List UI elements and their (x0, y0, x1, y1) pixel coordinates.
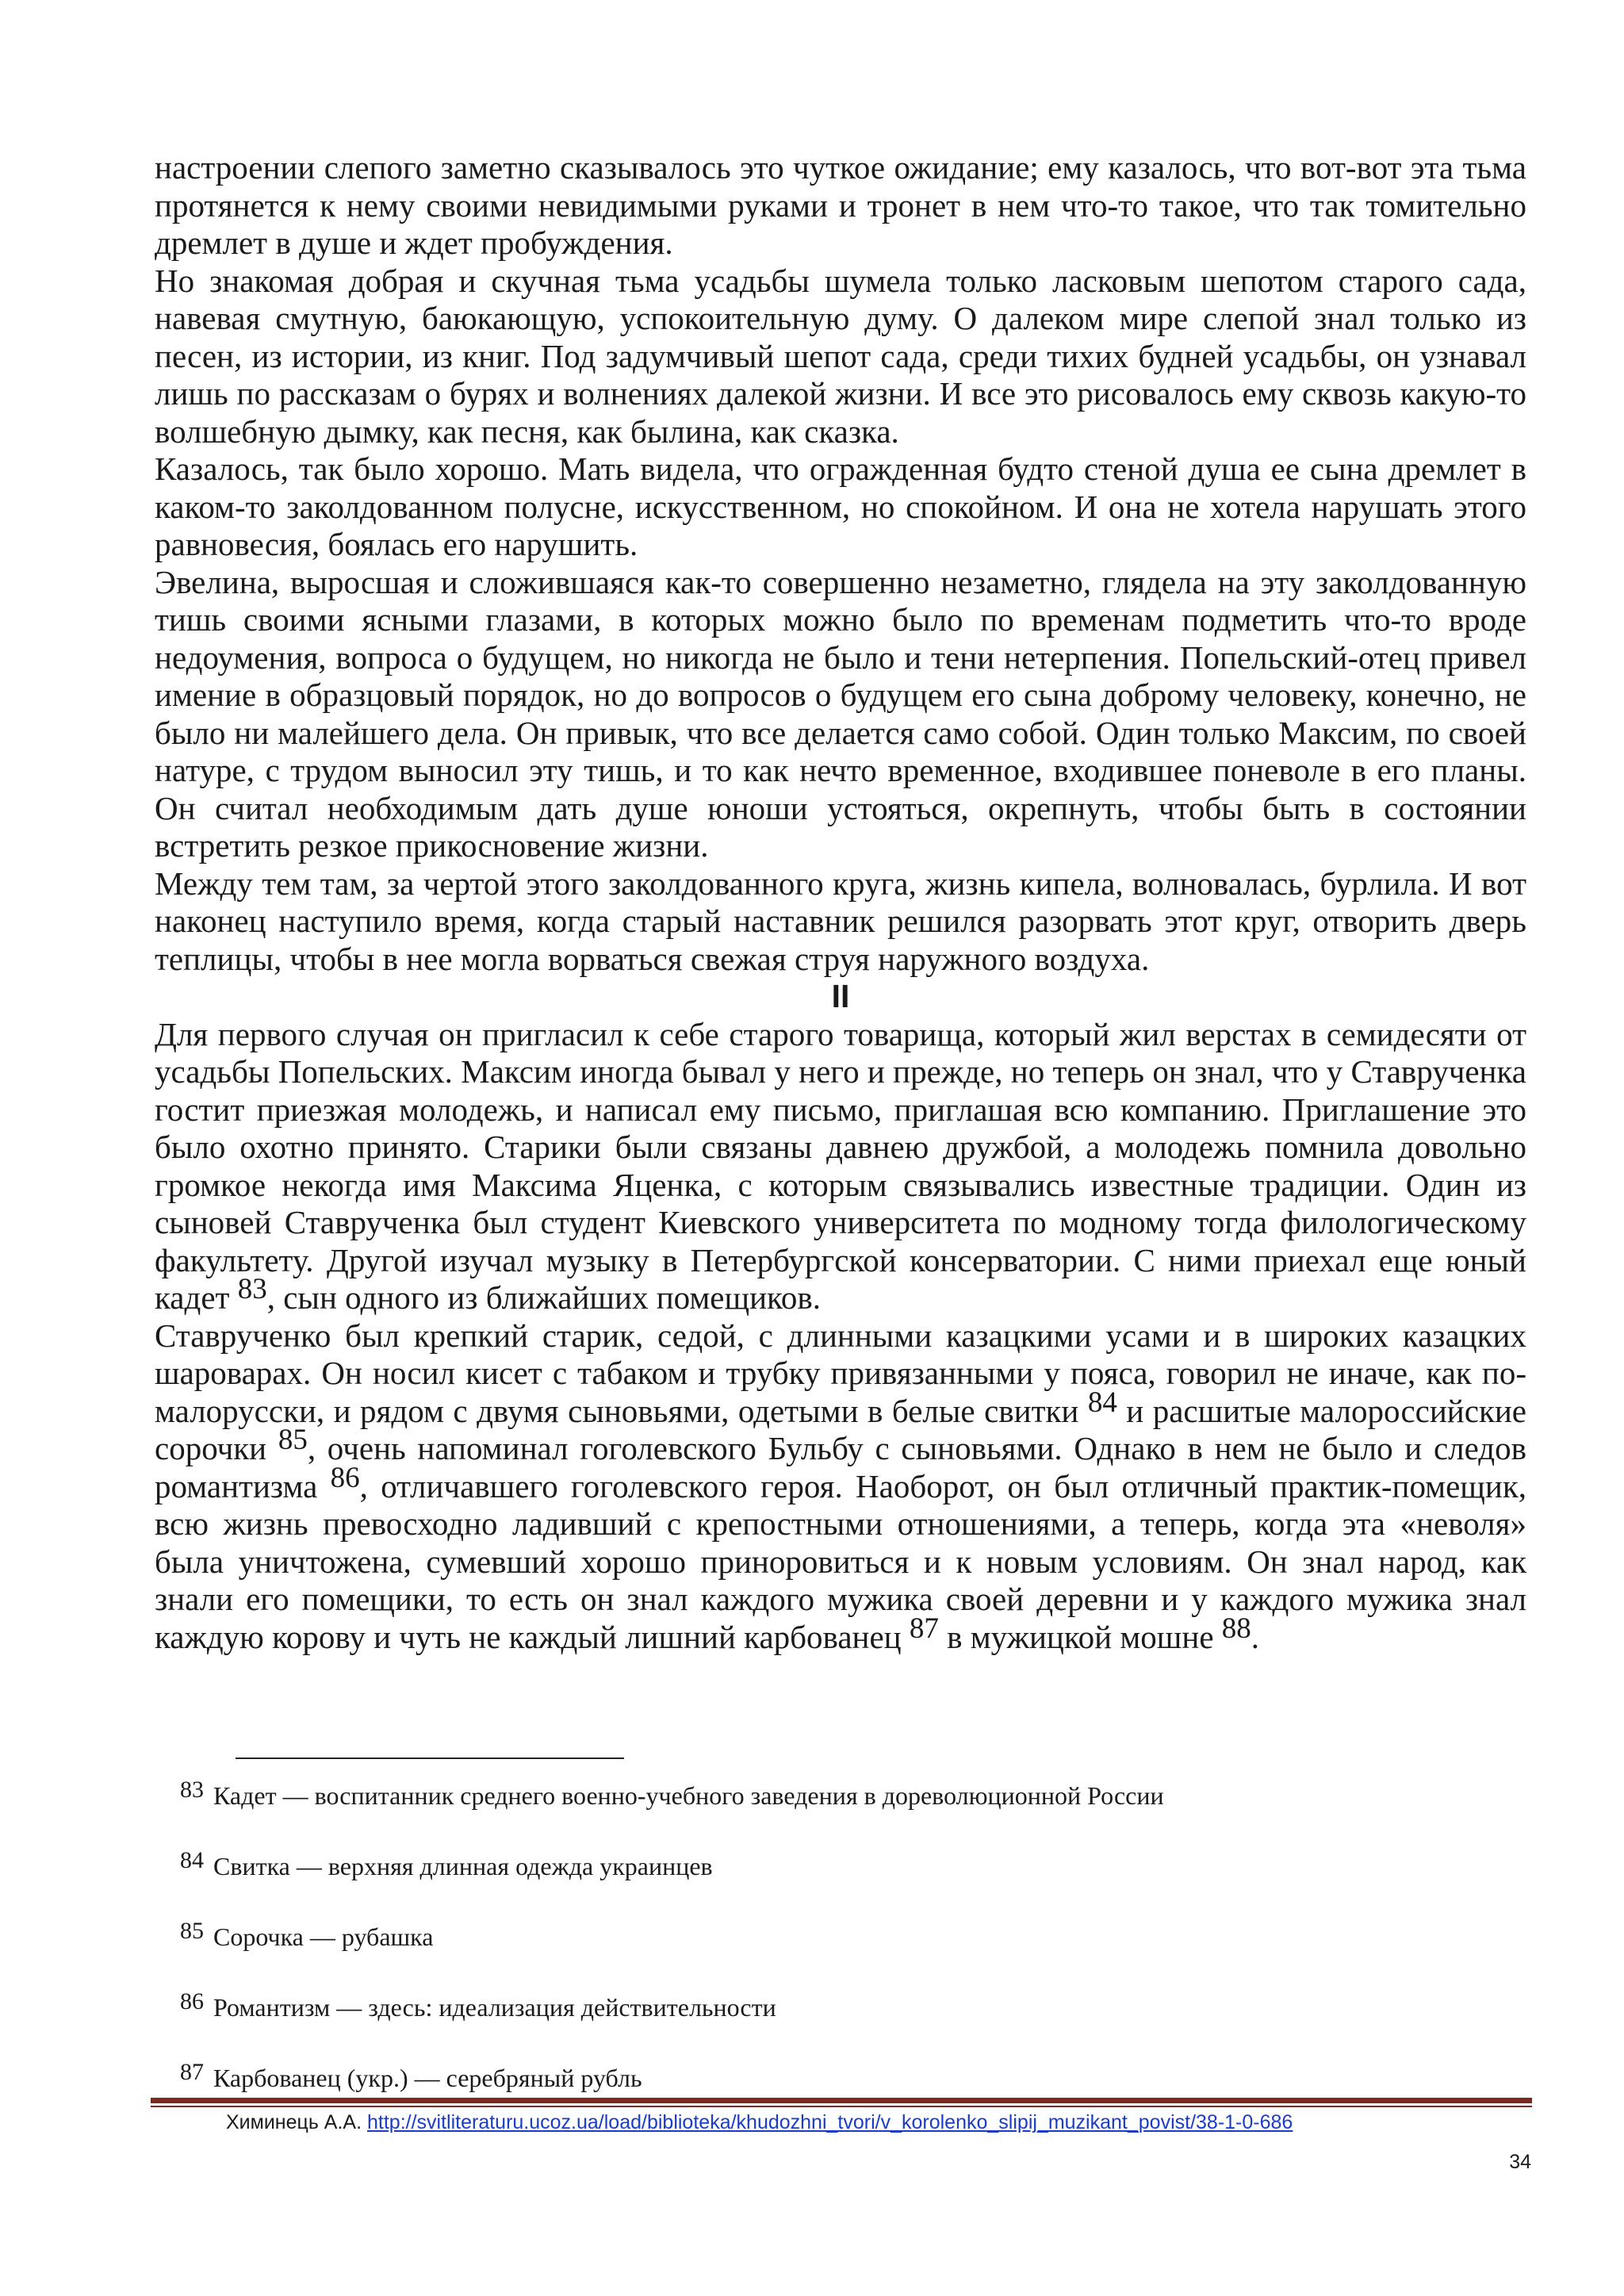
footnote-text: Романтизм — здесь: идеализация действительности (213, 1993, 776, 2022)
text-run: и расшитые малороссийские сорочки (155, 1392, 1527, 1466)
footnote-number: 85 (180, 1918, 204, 1944)
footnote (180, 2056, 1449, 2094)
paragraph (155, 1317, 1526, 1657)
footnote-text: Карбованец (укр.) — серебряный рубль (213, 2064, 642, 2092)
footnote-number: 84 (180, 1847, 204, 1873)
main-text (155, 149, 1526, 1656)
text-run: , очень напоминал гоголевского Бульбу с сыновьями. Однако в нем не было и следов романтизма (155, 1430, 1526, 1504)
paragraph: Эвелина, выросшая и сложившаяся как-то совершенно незаметно, глядела на эту заколдованную тишь своими ясными глазами, в которых можно было по временам подметить что-то вроде недоумения, вопроса о будущем, но никогда не было и тени нетерпения. Попельский-отец привел имение в образцовый порядок, но до вопросов о будущем его сына доброму человеку, конечно, не было ни малейшего дела. Он привык, что все делается само собой. Один только Максим, по своей натуре, с трудом выносил эту тишь, и то как нечто временное, входившее поневоле в его планы. Он считал необходимым дать душе юноши устояться, окрепнуть, чтобы быть в состоянии встретить резкое прикосновение жизни. (155, 563, 1526, 864)
footnote-text: Кадет — воспитанник среднего военно-учебного заведения в дореволюционной России (213, 1781, 1164, 1810)
footnote-number: 86 (180, 1988, 204, 2014)
footnote-number: 83 (180, 1777, 204, 1803)
paragraph (155, 1016, 1526, 1317)
paragraph: Между тем там, за чертой этого заколдованного круга, жизнь кипела, волновалась, бурлила. И вот наконец наступило время, когда старый наставник решился разорвать этот круг, отворить дверь теплицы, чтобы в нее могла ворваться свежая струя наружного воздуха. (155, 864, 1526, 977)
footnote-ref[interactable]: 86 (330, 1461, 360, 1494)
footnote-ref[interactable]: 84 (1087, 1386, 1117, 1419)
chapter-heading: II (831, 978, 850, 1014)
text-run: . (1251, 1618, 1260, 1655)
text-run: , сын одного из ближайших помещиков. (266, 1279, 821, 1316)
page-footer (226, 2111, 1495, 2134)
footnote-text: Свитка — верхняя длинная одежда украинцев (213, 1852, 713, 1880)
footer-rule-thick (151, 2098, 1532, 2103)
text-run: Для первого случая он пригласил к себе старого товарища, который жил верстах в семидесяти от усадьбы Попельских. Максим иногда бывал у него и прежде, но теперь он знал, что у Ставрученка гостит приезжая молодежь, и написал ему письмо, приглашая всю компанию. Приглашение это было охотно принято. Старики были связаны давнею дружбой, а молодежь помнила довольно громкое некогда имя Максима Яценка, с которым связывались известные традиции. Один из сыновей Ставрученка был студент Киевского университета по модному тогда филологическому факультету. Другой изучал музыку в Петербургской консерватории. С ними приехал еще юный кадет (155, 1015, 1526, 1316)
footnote (180, 1915, 1449, 1953)
paragraph: настроении слепого заметно сказывалось это чуткое ожидание; ему казалось, что вот-вот эта тьма протянется к нему своими невидимыми руками и тронет в нем что-то такое, что так томительно дремлет в душе и ждет пробуждения. (155, 149, 1526, 261)
text-run: в мужицкой мошне (938, 1618, 1222, 1655)
footer-author: Химинець А.А. (226, 2111, 362, 2133)
paragraph: Но знакомая добрая и скучная тьма усадьбы шумела только ласковым шепотом старого сада, навевая смутную, баюкающую, успокоительную думу. О далеком мире слепой знал только из песен, из истории, из книг. Под задумчивый шепот сада, среди тихих будней усадьбы, он узнавал лишь по рассказам о бурях и волнениях далекой жизни. И все это рисовалось ему сквозь какую-то волшебную дымку, как песня, как былина, как сказка. (155, 262, 1526, 450)
footnote-number: 87 (180, 2059, 204, 2085)
footnote (180, 1845, 1449, 1882)
footnote-ref[interactable]: 85 (278, 1424, 308, 1457)
page-number: 34 (1509, 2151, 1531, 2173)
footer-rule-thin (151, 2106, 1532, 2107)
text-run: Ставрученко был крепкий старик, седой, с длинными казацкими усами и в широких казацких шароварах. Он носил кисет с табаком и трубку привязанными у пояса, говорил не иначе, как по-малорусски, и рядом с двумя сыновьями, одетыми в белые свитки (155, 1317, 1526, 1429)
paragraph: Казалось, так было хорошо. Мать видела, что огражденная будто стеной душа ее сына дремлет в каком-то заколдованном полусне, искусственном, но спокойном. И она не хотела нарушать этого равновесия, боялась его нарушить. (155, 450, 1526, 562)
text-run: , отличавшего гоголевского героя. Наоборот, он был отличный практик-помещик, всю жизнь превосходно ладивший с крепостными отношениями, а теперь, когда эта «неволя» была уничтожена, сумевший хорошо приноровиться и к новым условиям. Он знал народ, как знали его помещики, то есть он знал каждого мужика своей деревни и у каждого мужика знал каждую корову и чуть не каждый лишний карбованец (155, 1467, 1526, 1655)
footnote-ref[interactable]: 88 (1221, 1612, 1251, 1645)
footnote-ref[interactable]: 83 (237, 1273, 267, 1306)
footnote-text: Сорочка — рубашка (213, 1922, 434, 1951)
footnote (180, 1774, 1449, 1811)
footnote-separator (236, 1757, 624, 1759)
footnote (180, 1986, 1449, 2023)
footnote-ref[interactable]: 87 (909, 1612, 939, 1645)
source-link[interactable]: http://svitliteraturu.ucoz.ua/load/biblioteka/khudozhni_tvori/v_korolenko_slipij_muzikant_povist/38-1-0-686 (367, 2111, 1293, 2133)
